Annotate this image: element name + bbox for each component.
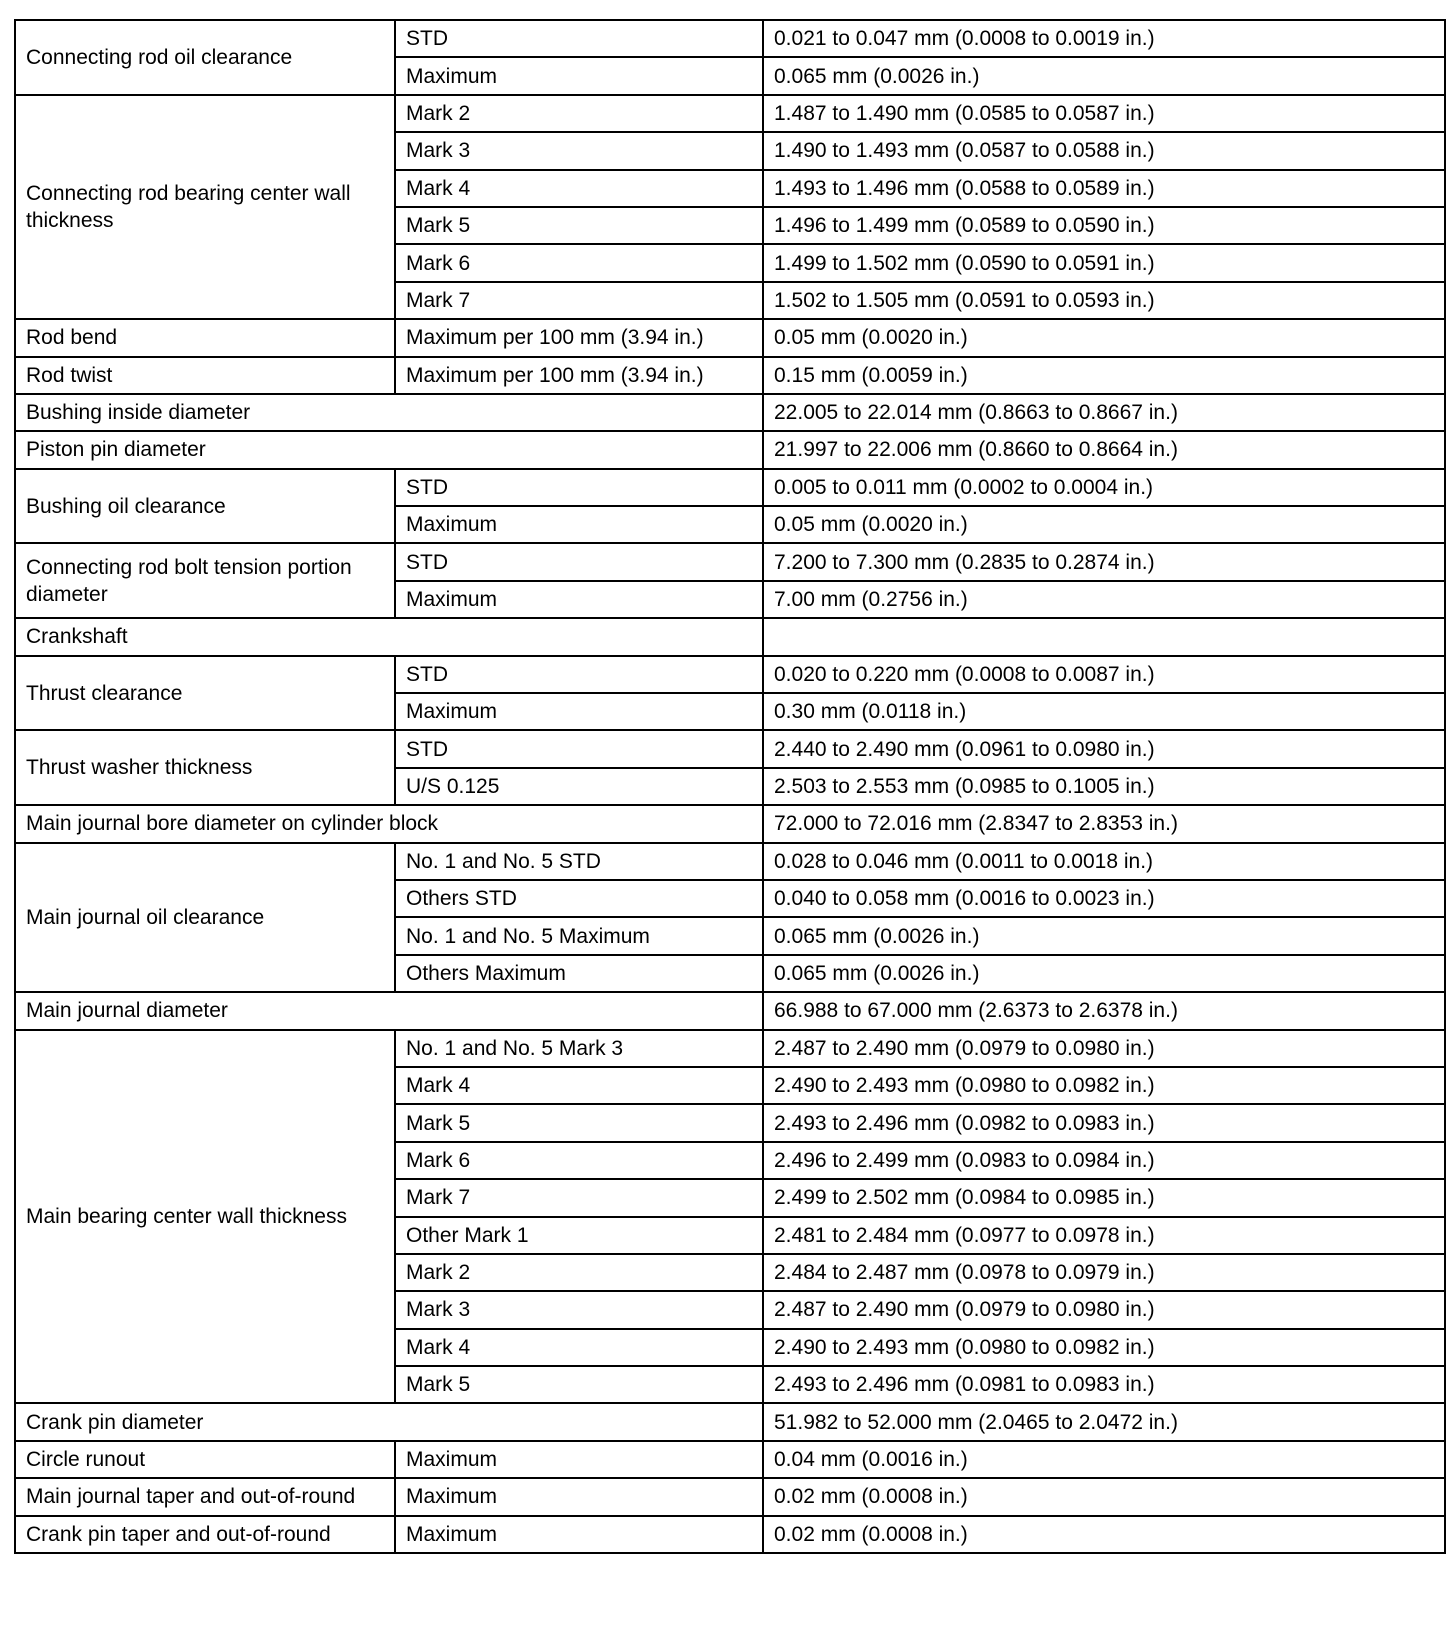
value-cell: 1.490 to 1.493 mm (0.0587 to 0.0588 in.) xyxy=(763,132,1445,169)
value-cell: 7.00 mm (0.2756 in.) xyxy=(763,581,1445,618)
table-row xyxy=(15,431,1445,468)
value-cell: 2.484 to 2.487 mm (0.0978 to 0.0979 in.) xyxy=(763,1254,1445,1291)
item-cell: Piston pin diameter xyxy=(15,431,763,468)
value-cell: 51.982 to 52.000 mm (2.0465 to 2.0472 in.) xyxy=(763,1403,1445,1440)
item-cell: Main bearing center wall thickness xyxy=(15,1030,395,1404)
sub-item-cell: Mark 7 xyxy=(395,282,763,319)
sub-item-cell: Mark 5 xyxy=(395,1104,763,1141)
sub-item-cell: STD xyxy=(395,543,763,580)
value-cell: 0.040 to 0.058 mm (0.0016 to 0.0023 in.) xyxy=(763,880,1445,917)
value-cell: 0.04 mm (0.0016 in.) xyxy=(763,1441,1445,1478)
value-cell: 66.988 to 67.000 mm (2.6373 to 2.6378 in.) xyxy=(763,992,1445,1029)
table-row xyxy=(15,656,1445,693)
sub-item-cell: Mark 4 xyxy=(395,170,763,207)
table-row xyxy=(15,1030,1445,1067)
sub-item-cell: Maximum xyxy=(395,57,763,94)
item-cell: Crank pin diameter xyxy=(15,1403,763,1440)
table-row xyxy=(15,1403,1445,1440)
sub-item-cell: Mark 5 xyxy=(395,207,763,244)
value-cell: 2.440 to 2.490 mm (0.0961 to 0.0980 in.) xyxy=(763,730,1445,767)
value-cell: 2.481 to 2.484 mm (0.0977 to 0.0978 in.) xyxy=(763,1217,1445,1254)
item-cell: Main journal bore diameter on cylinder block xyxy=(15,805,763,842)
sub-item-cell: Mark 6 xyxy=(395,244,763,281)
table-row xyxy=(15,1516,1445,1553)
value-cell: 72.000 to 72.016 mm (2.8347 to 2.8353 in.) xyxy=(763,805,1445,842)
sub-item-cell: Mark 2 xyxy=(395,1254,763,1291)
sub-item-cell: Mark 4 xyxy=(395,1067,763,1104)
value-cell: 0.30 mm (0.0118 in.) xyxy=(763,693,1445,730)
table-row xyxy=(15,1478,1445,1515)
sub-item-cell: STD xyxy=(395,20,763,57)
value-cell: 0.15 mm (0.0059 in.) xyxy=(763,357,1445,394)
spec-table xyxy=(14,19,1446,1554)
sub-item-cell: Others Maximum xyxy=(395,955,763,992)
item-cell: Connecting rod bearing center wall thickness xyxy=(15,95,395,319)
value-cell: 0.02 mm (0.0008 in.) xyxy=(763,1478,1445,1515)
table-row xyxy=(15,618,1445,655)
item-cell: Rod twist xyxy=(15,357,395,394)
item-cell: Thrust clearance xyxy=(15,656,395,731)
value-cell: 0.005 to 0.011 mm (0.0002 to 0.0004 in.) xyxy=(763,469,1445,506)
item-cell: Main journal diameter xyxy=(15,992,763,1029)
sub-item-cell: STD xyxy=(395,656,763,693)
section-header-crankshaft: Crankshaft xyxy=(15,618,763,655)
value-cell: 0.028 to 0.046 mm (0.0011 to 0.0018 in.) xyxy=(763,843,1445,880)
sub-item-cell: Others STD xyxy=(395,880,763,917)
sub-item-cell: No. 1 and No. 5 Mark 3 xyxy=(395,1030,763,1067)
sub-item-cell: Maximum xyxy=(395,506,763,543)
item-cell: Circle runout xyxy=(15,1441,395,1478)
value-cell: 2.487 to 2.490 mm (0.0979 to 0.0980 in.) xyxy=(763,1030,1445,1067)
value-cell: 1.499 to 1.502 mm (0.0590 to 0.0591 in.) xyxy=(763,244,1445,281)
item-cell: Main journal oil clearance xyxy=(15,843,395,993)
table-row xyxy=(15,394,1445,431)
value-cell: 2.490 to 2.493 mm (0.0980 to 0.0982 in.) xyxy=(763,1067,1445,1104)
value-cell: 0.05 mm (0.0020 in.) xyxy=(763,319,1445,356)
table-row xyxy=(15,95,1445,132)
table-row xyxy=(15,357,1445,394)
sub-item-cell: Maximum xyxy=(395,1441,763,1478)
value-cell: 7.200 to 7.300 mm (0.2835 to 0.2874 in.) xyxy=(763,543,1445,580)
sub-item-cell: Mark 3 xyxy=(395,1291,763,1328)
table-row xyxy=(15,805,1445,842)
table-row xyxy=(15,543,1445,580)
sub-item-cell: Maximum xyxy=(395,581,763,618)
table-row xyxy=(15,992,1445,1029)
item-cell: Connecting rod bolt tension portion diameter xyxy=(15,543,395,618)
sub-item-cell: Mark 5 xyxy=(395,1366,763,1403)
sub-item-cell: No. 1 and No. 5 Maximum xyxy=(395,917,763,954)
value-cell: 1.487 to 1.490 mm (0.0585 to 0.0587 in.) xyxy=(763,95,1445,132)
value-cell: 0.05 mm (0.0020 in.) xyxy=(763,506,1445,543)
table-row xyxy=(15,319,1445,356)
value-cell: 2.493 to 2.496 mm (0.0982 to 0.0983 in.) xyxy=(763,1104,1445,1141)
value-cell: 2.496 to 2.499 mm (0.0983 to 0.0984 in.) xyxy=(763,1142,1445,1179)
item-cell: Bushing oil clearance xyxy=(15,469,395,544)
sub-item-cell: Maximum xyxy=(395,1478,763,1515)
value-cell: 2.499 to 2.502 mm (0.0984 to 0.0985 in.) xyxy=(763,1179,1445,1216)
value-cell: 2.487 to 2.490 mm (0.0979 to 0.0980 in.) xyxy=(763,1291,1445,1328)
item-cell: Bushing inside diameter xyxy=(15,394,763,431)
table-row xyxy=(15,843,1445,880)
sub-item-cell: Mark 4 xyxy=(395,1329,763,1366)
sub-item-cell: Maximum per 100 mm (3.94 in.) xyxy=(395,319,763,356)
value-cell: 2.490 to 2.493 mm (0.0980 to 0.0982 in.) xyxy=(763,1329,1445,1366)
sub-item-cell: Other Mark 1 xyxy=(395,1217,763,1254)
sub-item-cell: Mark 3 xyxy=(395,132,763,169)
value-cell: 0.020 to 0.220 mm (0.0008 to 0.0087 in.) xyxy=(763,656,1445,693)
value-cell xyxy=(763,618,1445,655)
table-row xyxy=(15,1441,1445,1478)
value-cell: 2.503 to 2.553 mm (0.0985 to 0.1005 in.) xyxy=(763,768,1445,805)
value-cell: 1.502 to 1.505 mm (0.0591 to 0.0593 in.) xyxy=(763,282,1445,319)
value-cell: 1.496 to 1.499 mm (0.0589 to 0.0590 in.) xyxy=(763,207,1445,244)
value-cell: 0.065 mm (0.0026 in.) xyxy=(763,917,1445,954)
table-row xyxy=(15,469,1445,506)
sub-item-cell: U/S 0.125 xyxy=(395,768,763,805)
value-cell: 1.493 to 1.496 mm (0.0588 to 0.0589 in.) xyxy=(763,170,1445,207)
table-row xyxy=(15,20,1445,57)
value-cell: 22.005 to 22.014 mm (0.8663 to 0.8667 in.) xyxy=(763,394,1445,431)
item-cell: Crank pin taper and out-of-round xyxy=(15,1516,395,1553)
value-cell: 2.493 to 2.496 mm (0.0981 to 0.0983 in.) xyxy=(763,1366,1445,1403)
item-cell: Connecting rod oil clearance xyxy=(15,20,395,95)
sub-item-cell: Mark 6 xyxy=(395,1142,763,1179)
sub-item-cell: Maximum xyxy=(395,1516,763,1553)
item-cell: Main journal taper and out-of-round xyxy=(15,1478,395,1515)
value-cell: 21.997 to 22.006 mm (0.8660 to 0.8664 in.) xyxy=(763,431,1445,468)
sub-item-cell: No. 1 and No. 5 STD xyxy=(395,843,763,880)
table-row xyxy=(15,730,1445,767)
value-cell: 0.02 mm (0.0008 in.) xyxy=(763,1516,1445,1553)
item-cell: Thrust washer thickness xyxy=(15,730,395,805)
item-cell: Rod bend xyxy=(15,319,395,356)
sub-item-cell: Maximum per 100 mm (3.94 in.) xyxy=(395,357,763,394)
sub-item-cell: STD xyxy=(395,730,763,767)
value-cell: 0.065 mm (0.0026 in.) xyxy=(763,57,1445,94)
sub-item-cell: Maximum xyxy=(395,693,763,730)
sub-item-cell: Mark 2 xyxy=(395,95,763,132)
sub-item-cell: STD xyxy=(395,469,763,506)
value-cell: 0.065 mm (0.0026 in.) xyxy=(763,955,1445,992)
value-cell: 0.021 to 0.047 mm (0.0008 to 0.0019 in.) xyxy=(763,20,1445,57)
sub-item-cell: Mark 7 xyxy=(395,1179,763,1216)
